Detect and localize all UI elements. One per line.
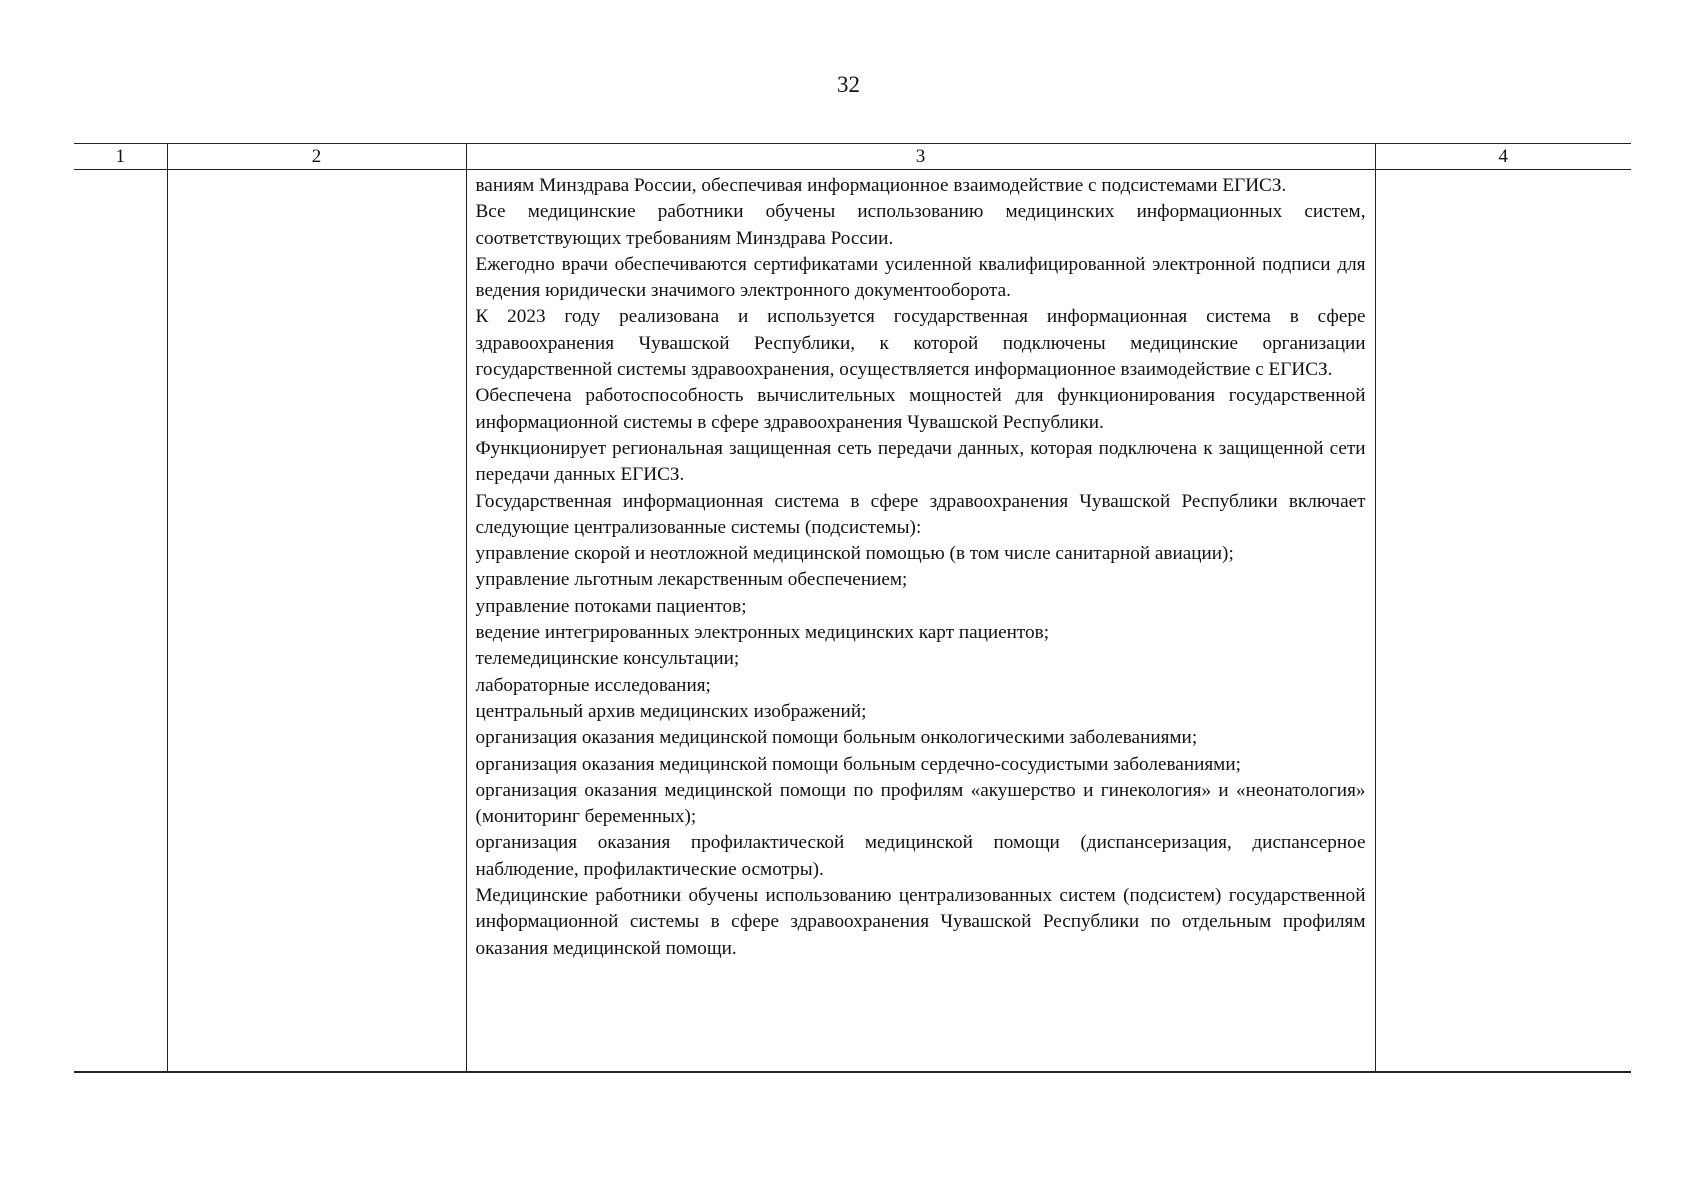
cell-col-3 bbox=[466, 170, 1375, 1073]
cell-col-4 bbox=[1375, 170, 1631, 1073]
table-row bbox=[74, 170, 1631, 1073]
list-item: организация оказания медицинской помощи больным онкологическими заболеваниями; bbox=[475, 727, 1198, 749]
list-item: управление льготным лекарственным обеспечением; bbox=[475, 569, 908, 591]
table-header-row bbox=[74, 144, 1631, 170]
list-item: организация оказания медицинской помощи по профилям «акушерство и гинекология» и «неонатология» (мониторинг беременных); bbox=[475, 779, 1366, 828]
paragraph: К 2023 году реализована и используется государственная информационная система в сфере здравоохранения Чувашской Республики, к которой подключены медицинские организации государственной системы здравоохранения, осуществляется информационное взаимодействие с ЕГИСЗ. bbox=[475, 306, 1366, 381]
list-item: организация оказания медицинской помощи больным сердечно-сосудистыми заболеваниями; bbox=[475, 753, 1241, 775]
paragraph: Государственная информационная система в сфере здравоохранения Чувашской Республики включает следующие централизованные системы (подсистемы): bbox=[475, 490, 1366, 538]
paragraph: ваниям Минздрава России, обеспечивая информационное взаимодействие с подсистемами ЕГИСЗ. bbox=[475, 175, 1287, 196]
list-item: управление скорой и неотложной медицинской помощью (в том числе санитарной авиации); bbox=[475, 543, 1234, 565]
column-header-2: 2 bbox=[167, 144, 466, 170]
list-item: телемедицинские консультации; bbox=[475, 648, 740, 670]
paragraph: Обеспечена работоспособность вычислительных мощностей для функционирования государственной информационной системы в сфере здравоохранения Чувашской Республики. bbox=[475, 385, 1366, 433]
paragraph: Ежегодно врачи обеспечиваются сертификатами усиленной квалифицированной электронной подписи для ведения юридически значимого электронного документооборота. bbox=[475, 253, 1366, 302]
document-table bbox=[74, 143, 1631, 1073]
column-header-4: 4 bbox=[1375, 144, 1631, 170]
column-header-1: 1 bbox=[74, 144, 167, 170]
paragraph: Функционирует региональная защищенная сеть передачи данных, которая подключена к защищенной сети передачи данных ЕГИСЗ. bbox=[475, 437, 1366, 486]
list-item: управление потоками пациентов; bbox=[475, 595, 747, 617]
paragraph: Медицинские работники обучены использованию централизованных систем (подсистем) государственной информационной системы в сфере здравоохранения Чувашской Республики по отдельным профилям оказания медицинской помощи. bbox=[475, 885, 1366, 959]
list-item: организация оказания профилактической медицинской помощи (диспансеризация, диспансерное наблюдение, профилактические осмотры). bbox=[475, 832, 1366, 880]
paragraph: Все медицинские работники обучены использованию медицинских информационных систем, соответствующих требованиям Минздрава России. bbox=[475, 201, 1366, 249]
list-item: лабораторные исследования; bbox=[475, 674, 711, 696]
cell-col-2 bbox=[167, 170, 466, 1073]
cell-col-1 bbox=[74, 170, 167, 1073]
column-header-3: 3 bbox=[466, 144, 1375, 170]
col-3-text-block bbox=[467, 170, 1375, 962]
list-item: ведение интегрированных электронных медицинских карт пациентов; bbox=[475, 622, 1050, 644]
list-item: центральный архив медицинских изображений; bbox=[475, 700, 867, 722]
page-number: 32 bbox=[837, 72, 860, 97]
